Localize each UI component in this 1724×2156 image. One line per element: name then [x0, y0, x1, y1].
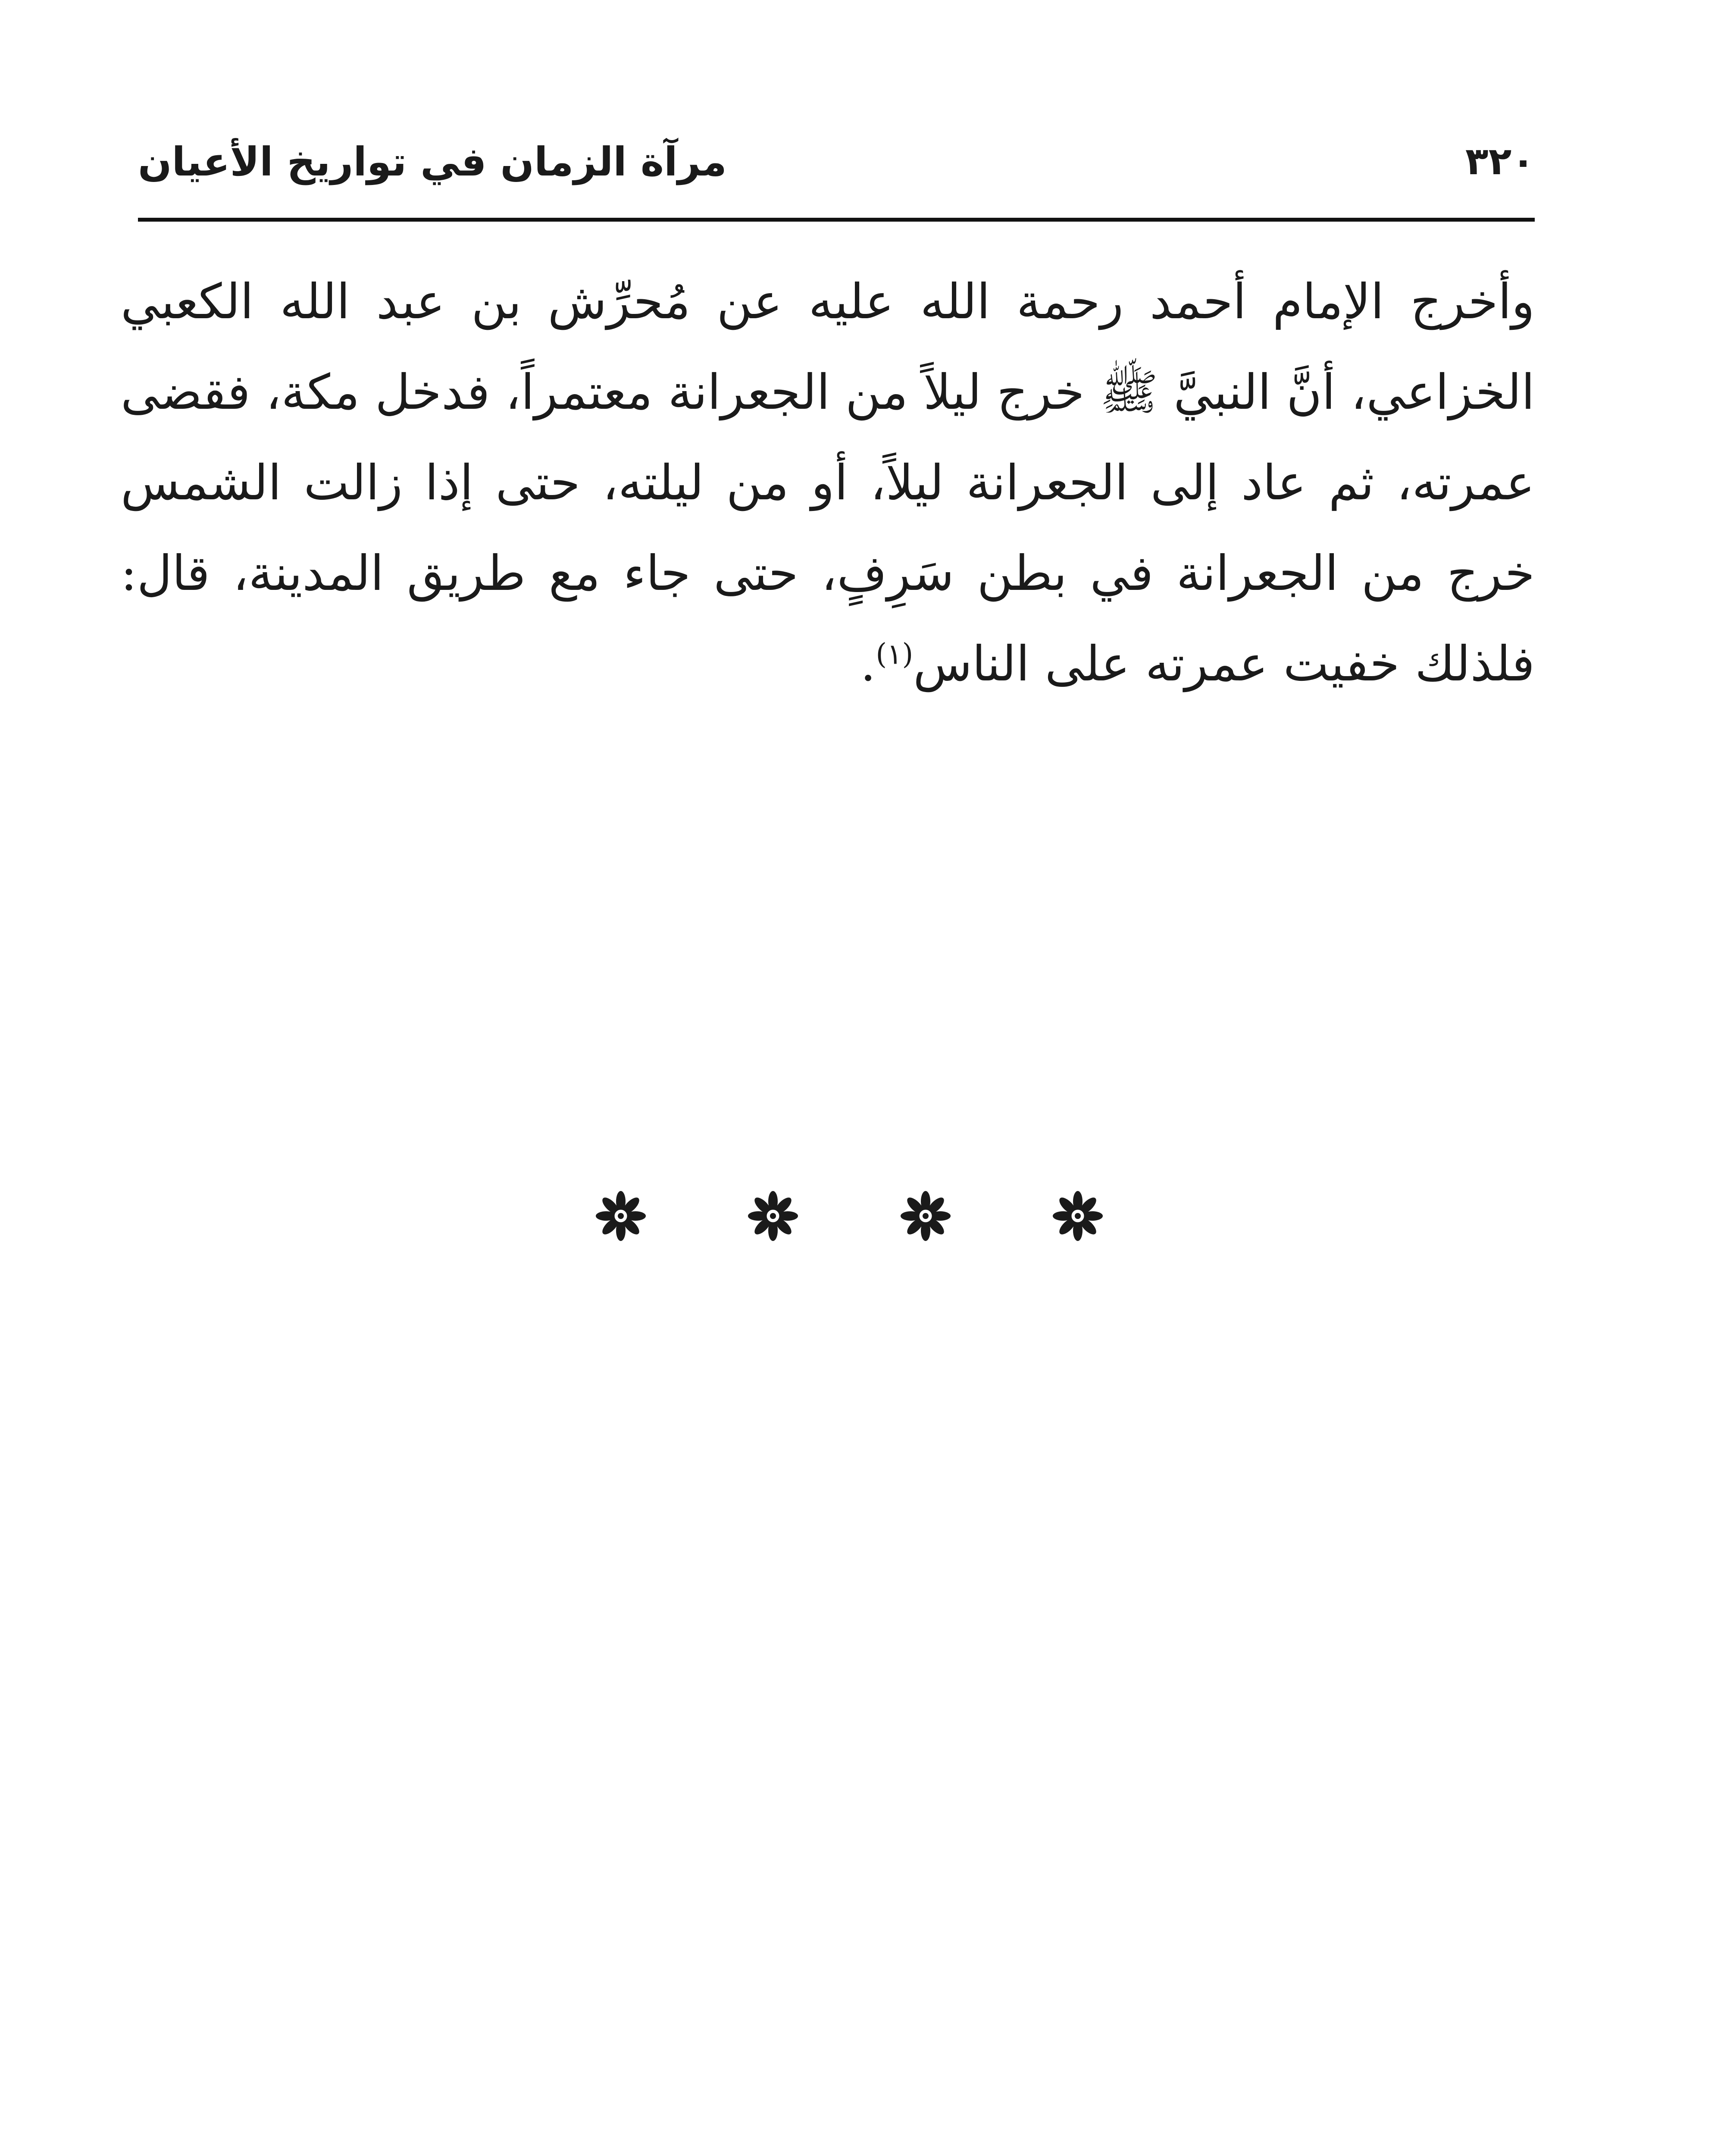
section-separator: [595, 1181, 1104, 1250]
footnote-reference: (١): [876, 637, 914, 671]
flower-ornament-icon: [900, 1190, 951, 1242]
running-header: [138, 134, 1535, 220]
header-rule: [138, 218, 1535, 222]
page-number: ٣٢٠: [1465, 139, 1535, 183]
paragraph-text: وأخرج الإمام أحمد رحمة الله عليه عن مُحرِّش بن عبد الله الكعبي الخزاعي، أنَّ النبيَّ ﷺ خرج ليلاً من الجعرانة معتمراً، فدخل مكة، فقضى عمرته، ثم عاد إلى الجعرانة ليلاً، أو من ليلته، حتى إذا زالت الشمس خرج من الجعرانة في بطن سَرِفٍ، حتى جاء مع طريق المدينة، قال: فلذلك خفيت عمرته على الناس: [121, 274, 1535, 692]
flower-ornament-icon: [595, 1190, 647, 1242]
paragraph: [121, 257, 1535, 709]
main-text: [121, 257, 1535, 709]
paragraph-end: .: [860, 636, 876, 692]
flower-ornament-icon: [747, 1190, 799, 1242]
running-title: مرآة الزمان في تواريخ الأعيان: [138, 139, 727, 185]
flower-ornament-icon: [1052, 1190, 1104, 1242]
